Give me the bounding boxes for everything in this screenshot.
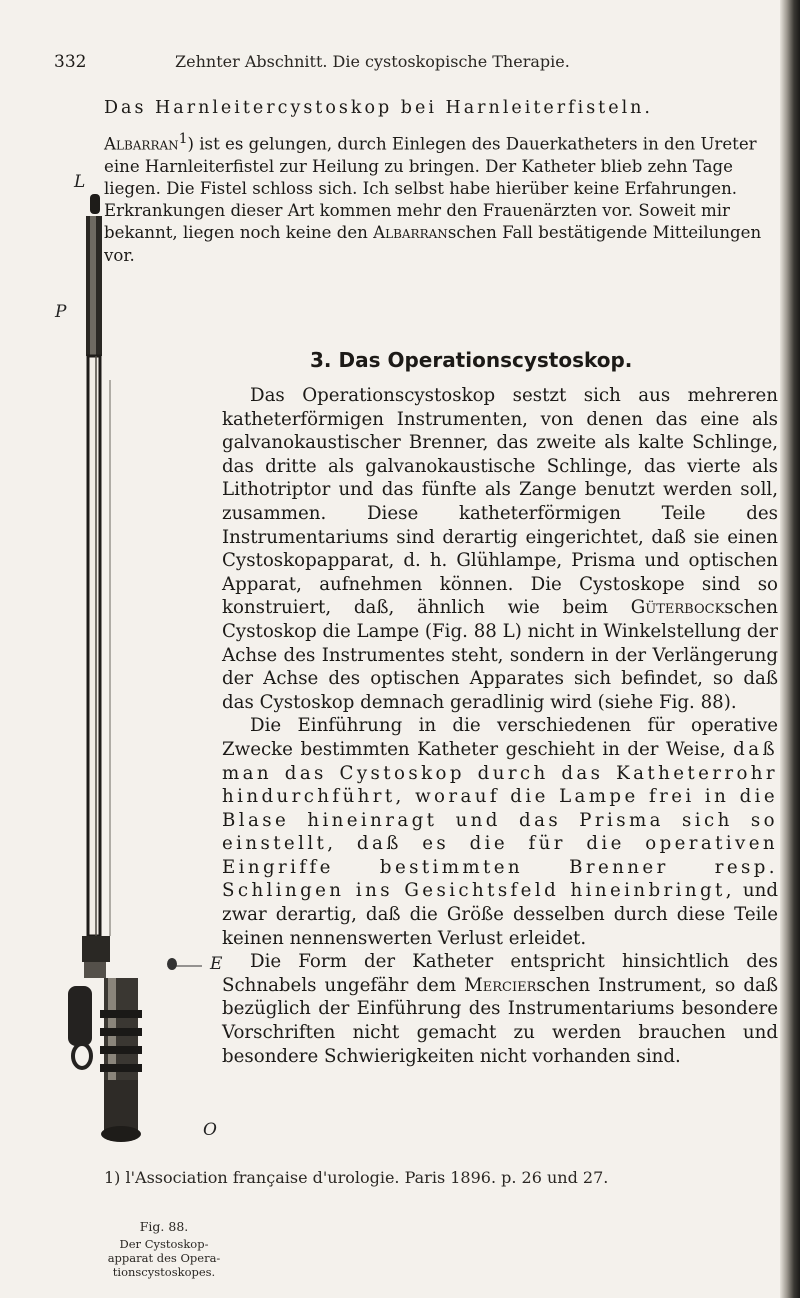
intro-text: ) ist es gelungen, durch Einlegen des Dauerkatheters in den Ureter eine Harnleiterfistel zur Heilung zu bringen. Der Katheter blieb zehn Tage liegen. Die Fistel schloss sich. Ich selbst habe hierüber keine Erfahrungen. Erkrankungen dieser Art kommen mehr den Frauenärzten vor. Soweit mir bekannt, liegen noch keine den [104, 134, 757, 243]
footnote: 1) l'Association française d'urologie. Paris 1896. p. 26 und 27. [104, 1168, 609, 1187]
body-text [222, 384, 778, 1068]
eyepiece [101, 1126, 141, 1142]
main-tube [88, 356, 100, 936]
paragraph-2-spaced: daß man das Cystoskop durch das Katheterrohr hindurchführt, worauf die Lampe frei in die Blase hineinragt und das Prisma sich so einstellt, daß es die für die operativen Eingriffe bestimmten Brenner resp. Schlingen ins Gesichtsfeld hineinbringt, [222, 738, 778, 902]
running-head: Zehnter Abschnitt. Die cystoskopische Therapie. [175, 52, 570, 71]
subheading: 3. Das Operationscystoskop. [310, 348, 633, 372]
label-e: E [210, 954, 223, 974]
section-heading: Das Harnleitercystoskop bei Harnleiterfisteln. [104, 98, 653, 118]
caption-line-3: tionscystoskopes. [112, 1265, 216, 1279]
lamp-shape [90, 194, 100, 214]
page-number: 332 [54, 52, 87, 72]
label-l: L [74, 172, 86, 192]
label-p: P [55, 302, 67, 322]
caption-line-2: apparat des Opera- [107, 1251, 221, 1265]
paragraph-1-rest: schen Cystoskop die Lampe (Fig. 88 L) nicht in Winkelstellung der Achse des Instrumentes steht, sondern in der Verlängerung der Achse des optischen Apparates sich befindet, so daß das Cystoskop demnach geradlinig wird (siehe Fig. 88). [222, 597, 778, 713]
paragraph-1-text: Das Operationscystoskop sestzt sich aus mehreren katheterförmigen Instrumenten, von denen das eine als galvanokaustischer Brenner, das zweite als kalte Schlinge, das dritte als galvanokaustische Schlinge, das vierte als Lithotriptor und das fünfte als Zange benutzt werden soll, zusammen. Diese katheterförmigen Teile des Instrumentariums sind derartig eingerichtet, daß sie einen Cystoskopapparat, d. h. Glühlampe, Prisma und optischen Apparat, aufnehmen können. Die Cystoskope sind so konstruiert, daß, ähnlich wie beim [222, 385, 778, 619]
figure-88 [52, 172, 223, 1279]
cystoskop-drawing [52, 180, 212, 1180]
name-gueterbock: Güterbock [630, 597, 725, 619]
name-mercier: Mercier [464, 974, 537, 996]
intro-text-2: schen Fall bestätigende Mitteilungen vor. [104, 223, 762, 265]
page-edge-shadow [780, 0, 800, 1298]
caption-line-1: Der Cystoskop- [119, 1237, 209, 1251]
paragraph-2 [222, 714, 778, 950]
connector [68, 986, 92, 1046]
paragraph-3 [222, 950, 778, 1068]
label-o: O [203, 1120, 217, 1140]
paragraph-2-start: Die Einführung in die verschiedenen für operative Zwecke bestimmten Katheter geschieht in der Weise, [222, 715, 778, 760]
author-name: Albarran [104, 134, 179, 154]
page-header [0, 52, 800, 80]
paragraph-1 [222, 384, 778, 714]
figure-caption [104, 1220, 224, 1279]
paragraph-3-rest: schen Instrument, so daß bezüglich der Einführung des Instrumentariums besondere Vorschriften nicht gemacht zu werden brauchen und besondere Schwierigkeiten nicht vorhanden sind. [222, 974, 778, 1067]
author-name-2: Albarran [373, 223, 448, 243]
caption-title: Fig. 88. [139, 1219, 189, 1234]
collar [82, 936, 110, 962]
paragraph-3-start: Die Form der Katheter entspricht hinsichtlich des Schnabels ungefähr dem [222, 951, 778, 996]
footnote-ref: 1 [178, 131, 188, 147]
paragraph-2-end: und zwar derartig, daß die Größe desselben durch diese Teile keinen nennenswerten Verlust erleidet. [222, 880, 778, 949]
